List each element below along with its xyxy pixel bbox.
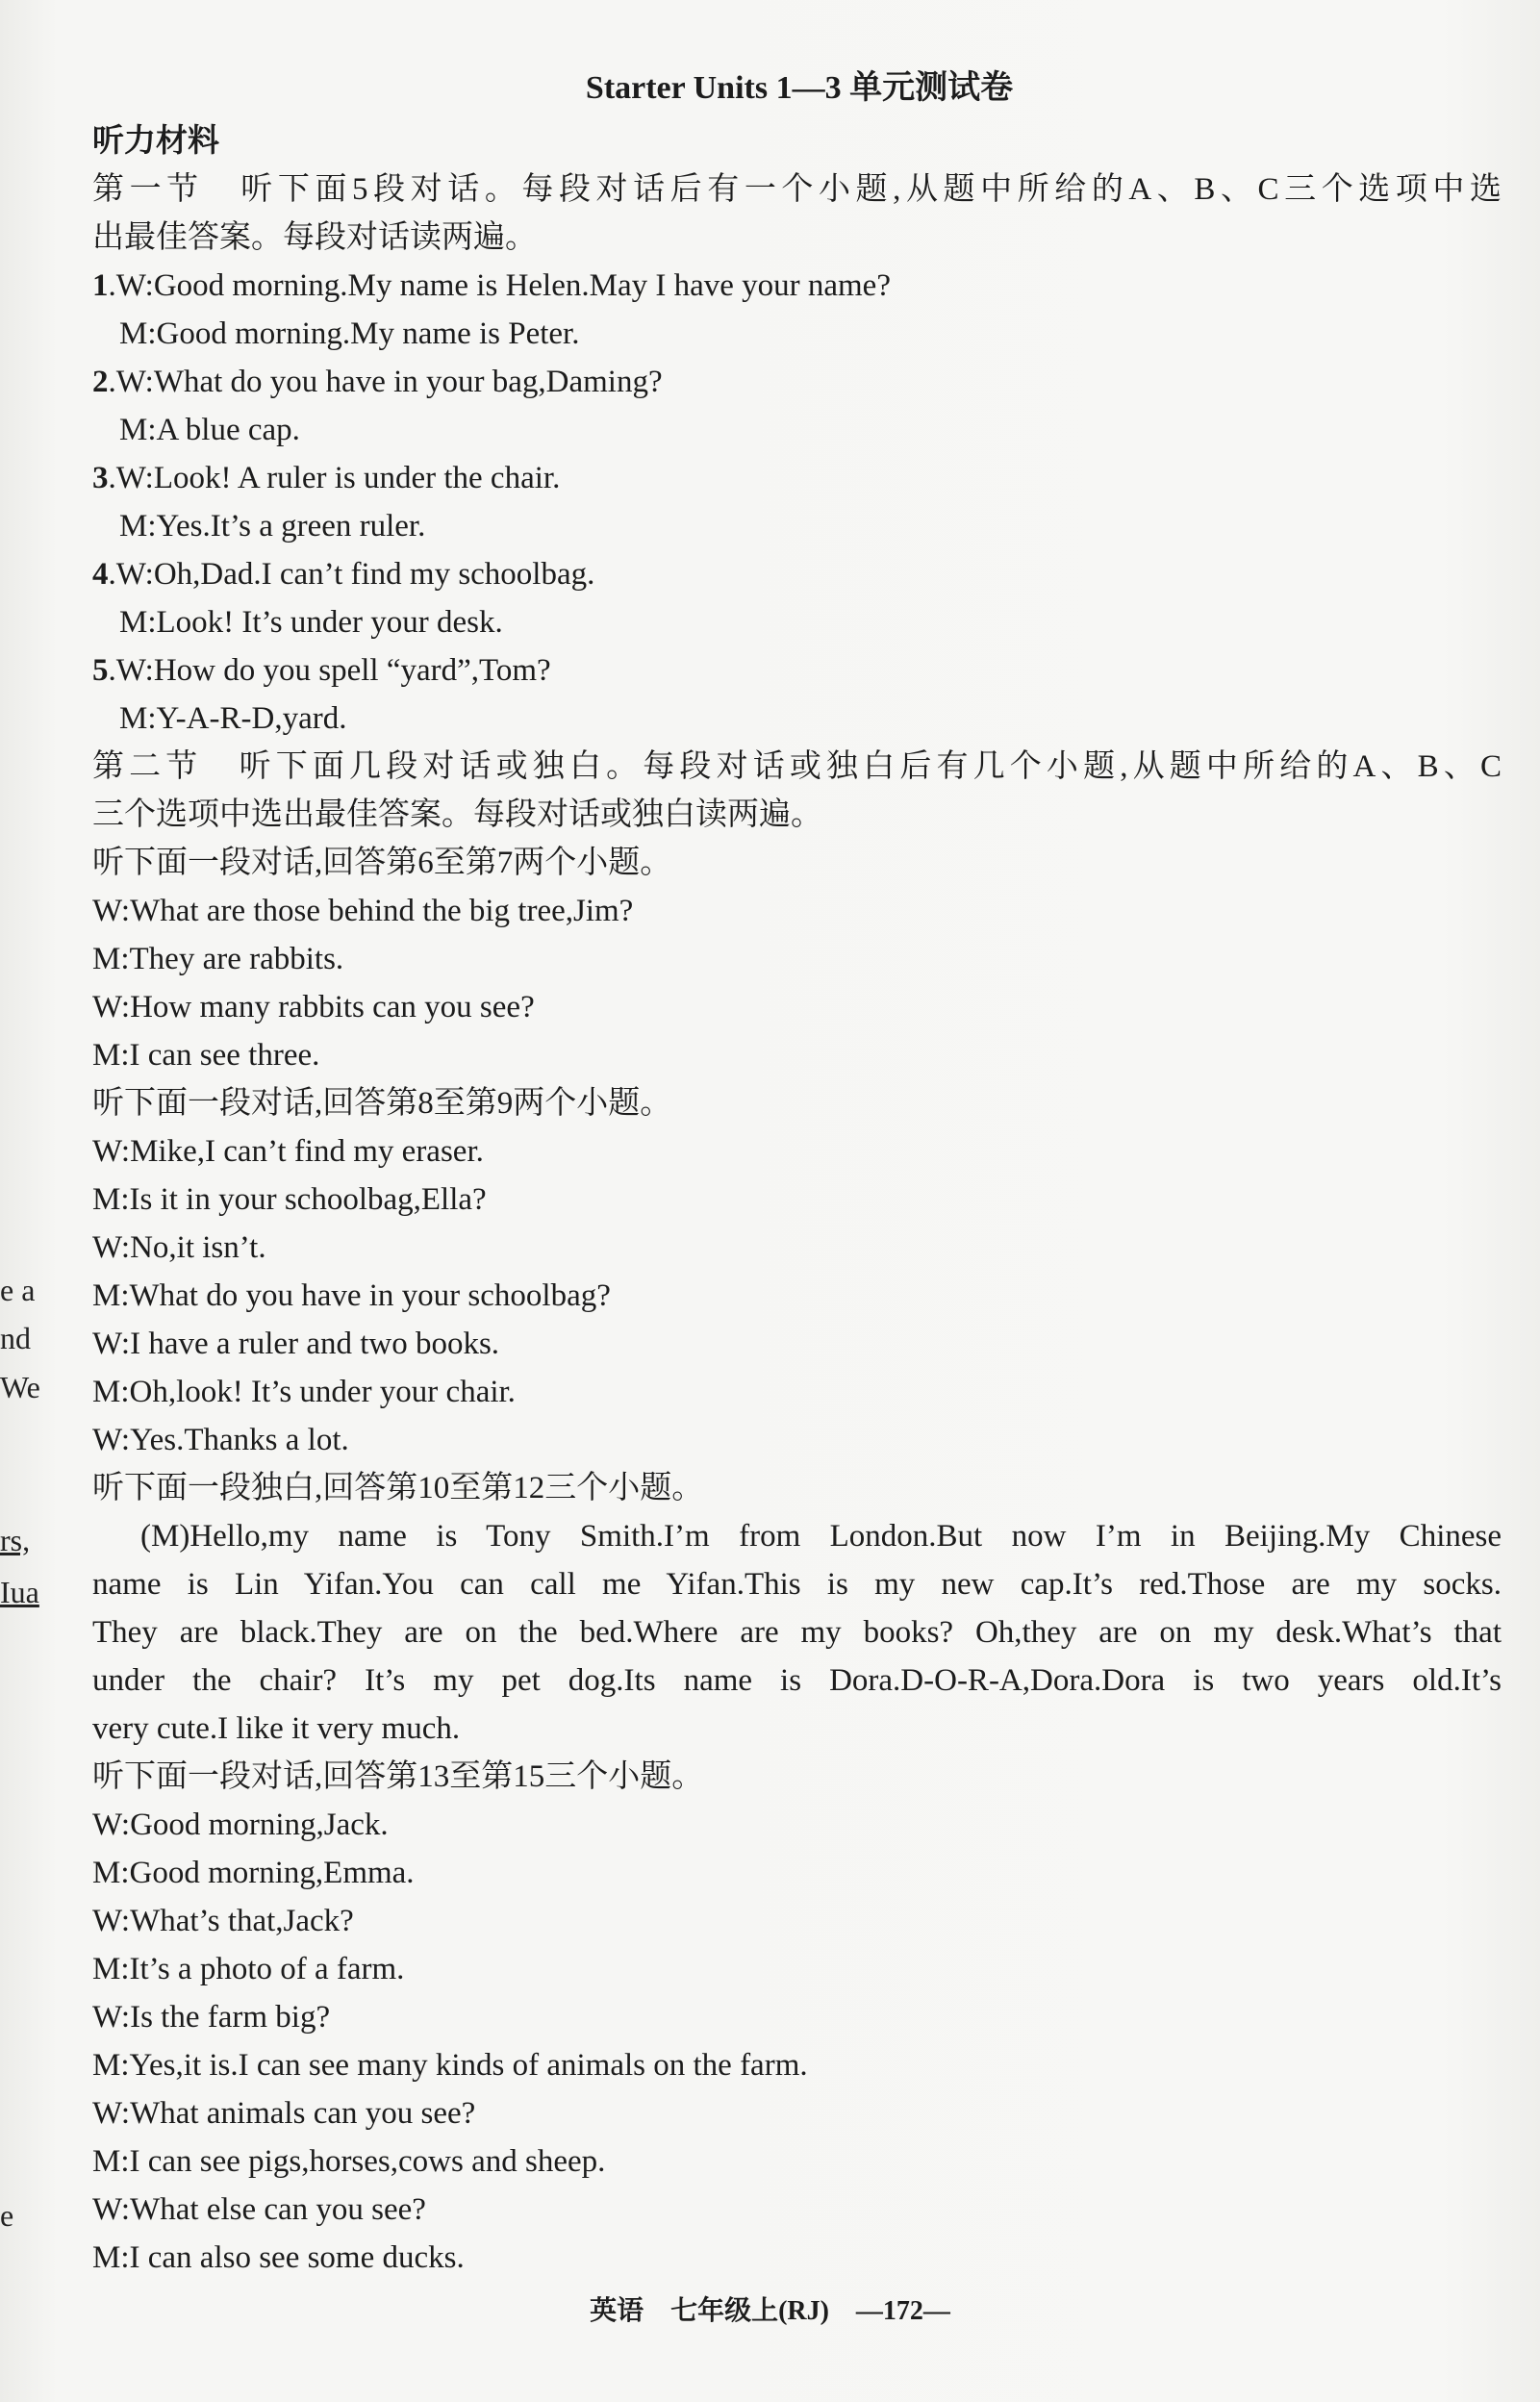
dialogue-line: W:Is the farm big? <box>92 2000 331 2035</box>
dialogue-line: W:What else can you see? <box>92 2192 426 2227</box>
question-number: 1 <box>92 268 109 303</box>
question-prompt: 听下面一段对话,回答第8至第9两个小题。 <box>92 1086 672 1121</box>
dialogue-line <box>92 550 594 598</box>
dialogue-line: M:I can see three. <box>92 1038 320 1073</box>
question-number: 2 <box>92 365 109 399</box>
margin-fragment: e a <box>0 1273 36 1307</box>
monologue-line: (M)Hello,my name is Tony Smith.I’m from London.But now I’m in Beijing.My Chinese <box>140 1519 1502 1554</box>
page-footer: 英语 七年级上(RJ) —172— <box>590 2296 950 2326</box>
dialogue-text: .W:Look! A ruler is under the chair. <box>108 461 561 495</box>
question-number: 5 <box>92 653 109 688</box>
dialogue-line: M:Y-A-R-D,yard. <box>119 701 347 736</box>
question-prompt: 听下面一段对话,回答第13至第15三个小题。 <box>92 1759 704 1794</box>
monologue-line: under the chair? It’s my pet dog.Its name is Dora.D-O-R-A,Dora.Dora is two years old.It’s <box>92 1663 1502 1698</box>
dialogue-line: W:What animals can you see? <box>92 2096 476 2131</box>
part1-instruction: 出最佳答案。每段对话读两遍。 <box>92 220 537 255</box>
question-number: 3 <box>92 461 109 495</box>
dialogue-line: M:Good morning,Emma. <box>92 1856 415 1890</box>
dialogue-text: .W:What do you have in your bag,Daming? <box>108 365 663 399</box>
dialogue-line: W:What are those behind the big tree,Jim? <box>92 894 634 928</box>
dialogue-text: .W:Good morning.My name is Helen.May I have your name? <box>108 268 891 303</box>
dialogue-line: M:I can also see some ducks. <box>92 2240 465 2275</box>
dialogue-line: M:A blue cap. <box>119 413 300 447</box>
dialogue-line: M:What do you have in your schoolbag? <box>92 1278 611 1313</box>
dialogue-line: M:Good morning.My name is Peter. <box>119 316 580 351</box>
dialogue-text: .W:Oh,Dad.I can’t find my schoolbag. <box>108 557 595 592</box>
section-label: 听力材料 <box>92 124 219 159</box>
dialogue-line: M:Yes.It’s a green ruler. <box>119 509 426 544</box>
dialogue-line: M:I can see pigs,horses,cows and sheep. <box>92 2144 606 2179</box>
dialogue-line: W:Yes.Thanks a lot. <box>92 1423 349 1457</box>
dialogue-line: W:Mike,I can’t find my eraser. <box>92 1134 484 1169</box>
question-number: 4 <box>92 557 109 592</box>
dialogue-line: M:They are rabbits. <box>92 942 344 976</box>
question-prompt: 听下面一段对话,回答第6至第7两个小题。 <box>92 846 672 880</box>
page-title: Starter Units 1—3 单元测试卷 <box>585 70 1014 106</box>
dialogue-line: M:Is it in your schoolbag,Ella? <box>92 1182 487 1217</box>
dialogue-line: M:Yes,it is.I can see many kinds of animals on the farm. <box>92 2048 808 2083</box>
part2-instruction: 三个选项中选出最佳答案。每段对话或独白读两遍。 <box>92 797 822 832</box>
dialogue-line: M:Oh,look! It’s under your chair. <box>92 1375 516 1409</box>
part2-instruction: 第二节 听下面几段对话或独白。每段对话或独白后有几个小题,从题中所给的A、B、C <box>92 749 1502 784</box>
dialogue-line: W:No,it isn’t. <box>92 1230 266 1265</box>
part1-instruction: 第一节 听下面5段对话。每段对话后有一个小题,从题中所给的A、B、C三个选项中选 <box>92 172 1502 207</box>
dialogue-line <box>92 646 551 695</box>
dialogue-line: M:Look! It’s under your desk. <box>119 605 503 640</box>
margin-fragment: We <box>0 1370 40 1404</box>
monologue-line: very cute.I like it very much. <box>92 1711 461 1746</box>
dialogue-text: .W:How do you spell “yard”,Tom? <box>108 653 551 688</box>
dialogue-line <box>92 358 663 406</box>
margin-fragment: Iua <box>0 1575 39 1609</box>
margin-fragment: nd <box>0 1321 31 1355</box>
monologue-line: They are black.They are on the bed.Where are my books? Oh,they are on my desk.What’s that <box>92 1615 1502 1650</box>
dialogue-line: W:How many rabbits can you see? <box>92 990 535 1024</box>
dialogue-line <box>92 454 560 502</box>
dialogue-line: W:Good morning,Jack. <box>92 1808 389 1842</box>
monologue-line: name is Lin Yifan.You can call me Yifan.This is my new cap.It’s red.Those are my socks. <box>92 1567 1502 1602</box>
margin-fragment: e <box>0 2198 14 2233</box>
question-prompt: 听下面一段独白,回答第10至第12三个小题。 <box>92 1471 704 1505</box>
dialogue-line: M:It’s a photo of a farm. <box>92 1952 405 1986</box>
dialogue-line: W:What’s that,Jack? <box>92 1904 354 1938</box>
dialogue-line <box>92 262 891 310</box>
dialogue-line: W:I have a ruler and two books. <box>92 1327 500 1361</box>
margin-fragment: rs, <box>0 1523 31 1557</box>
